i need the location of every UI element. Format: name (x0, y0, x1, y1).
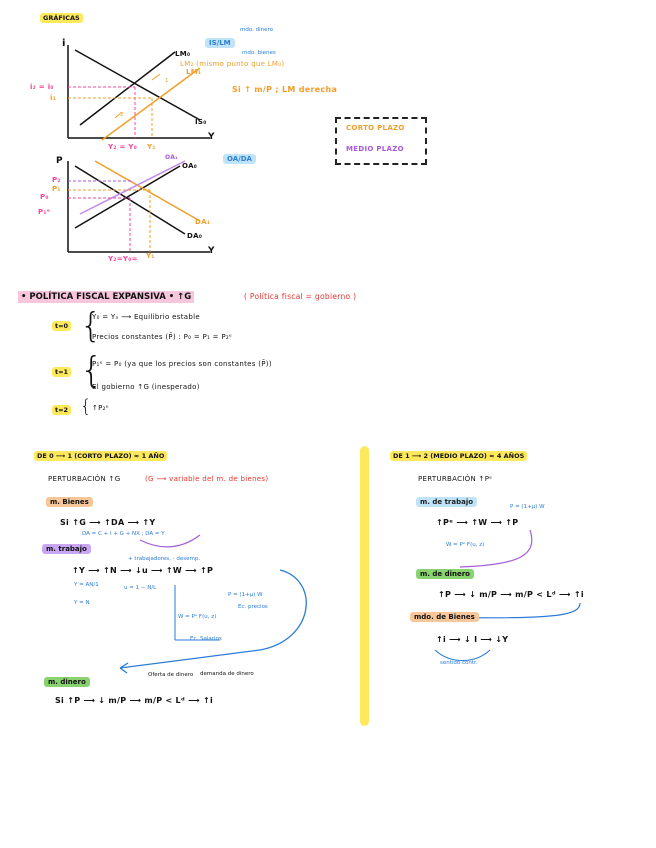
row-t1-line2: El gobierno ↑G (inesperado) (92, 383, 200, 391)
legend-medium-term: MEDIO PLAZO (346, 145, 404, 153)
left-blue-arrow (100, 560, 320, 680)
left-w-eq-label: Ec. Salarios (190, 636, 222, 642)
row-t1-brace: { (80, 350, 103, 391)
section-title-graphs: GRÁFICAS (40, 13, 83, 23)
oada-y0-label: Y₂=Y₀= (108, 255, 138, 263)
da0-label: DA₀ (187, 232, 203, 240)
row-t2-line1: ↑P₂ᵉ (92, 404, 110, 412)
left-perturbation: PERTURBACIÓN ↑G (48, 475, 121, 483)
lm-shift-note: Si ↑ m/P ; LM derecha (232, 85, 338, 94)
right-purple-arrow (420, 525, 550, 575)
oada-y1-label: Y₁ (146, 252, 155, 260)
left-p-eq: P = (1+μ) W (228, 592, 263, 598)
left-bienes-sub: DA = C + I + G + NX ; DA = Y (82, 531, 165, 537)
lm1-curve (102, 68, 200, 140)
right-dinero-line: ↑P ⟶ ↓ m/P ⟶ m/P < Lᵈ ⟶ ↑i (438, 590, 584, 599)
p2-label: P₂ (52, 176, 61, 184)
left-perturbation-note: (G ⟶ variable del m. de bienes) (145, 475, 269, 483)
right-perturbation: PERTURBACIÓN ↑Pᵉ (418, 475, 493, 483)
row-t2-brace: { (80, 396, 92, 417)
i1-label: i₁ (50, 94, 57, 102)
left-trabajo-top: + trabajadores, - desemp. (128, 556, 201, 562)
oa0-label: OA₀ (182, 162, 198, 170)
left-m-trabajo-tag: m. trabajo (42, 544, 91, 554)
oada-tag: OA/DA (223, 154, 256, 164)
left-dinero-note2: demanda de dinero (200, 671, 254, 677)
arrow2-label: 2 (120, 112, 124, 118)
left-w-eq: W = Pᵉ F(u, z) (178, 614, 217, 620)
lm0-curve (80, 52, 175, 125)
is0-label: IS₀ (195, 118, 207, 126)
islm-graph (60, 40, 220, 150)
right-m-trabajo-tag: m. de trabajo (416, 497, 477, 507)
p1-label: P₁ (52, 185, 61, 193)
row-t0-brace: { (80, 306, 102, 346)
right-m-dinero-tag: m. de dinero (416, 569, 474, 579)
p0-label: P₀ (40, 193, 49, 201)
oa1-curve (80, 161, 185, 214)
islm-tag: IS/LM (205, 38, 235, 48)
lm1-label: LM₁ (186, 68, 202, 76)
oada-y-axis-label: P (56, 156, 63, 166)
row-t0-line1: Y₀ = Yₙ ⟶ Equilibrio estable (92, 313, 200, 321)
left-p-eq-label: Ec. precios (238, 604, 268, 610)
islm-y-axis-label: i (62, 38, 66, 49)
right-m-bienes-tag: mdo. de Bienes (410, 612, 479, 622)
da1-curve (95, 161, 200, 221)
left-m-dinero-tag: m. dinero (44, 677, 90, 687)
p1e-label: P₁ᵉ (38, 208, 51, 216)
y1-label: Y₁ (147, 143, 156, 151)
legend-short-term: CORTO PLAZO (346, 124, 405, 132)
arrow1-label: 1 (165, 78, 169, 84)
islm-x-axis-label: Y (208, 132, 215, 142)
y0-label: Y₂ = Y₀ (108, 143, 138, 151)
oa1-label: OA₁ (165, 154, 179, 161)
right-trabajo-line: ↑Pᵉ ⟶ ↑W ⟶ ↑P (436, 518, 519, 527)
i0-label: i₂ = i₀ (30, 83, 54, 91)
right-bienes-line: ↑i ⟶ ↓ I ⟶ ↓Y (436, 635, 509, 644)
row-t0-tag: t=0 (52, 321, 71, 331)
row-t1-line1: P₁ᵉ = P₀ (ya que los precios son constantes (P̄)) (92, 360, 272, 368)
row-t1-tag: t=1 (52, 367, 71, 377)
left-m-bienes-tag: m. Bienes (46, 497, 93, 507)
left-dinero-line: Si ↑P ⟶ ↓ m/P ⟶ m/P < Lᵈ ⟶ ↑i (55, 696, 214, 705)
left-dinero-note1: Oferta de dinero (148, 672, 194, 678)
policy-title: • POLÍTICA FISCAL EXPANSIVA • ↑G (18, 291, 194, 303)
islm-sub-bienes: mdo. bienes (242, 50, 276, 56)
policy-subtitle: ( Política fiscal = gobierno ) (244, 292, 357, 301)
oada-graph (60, 156, 220, 266)
left-u-eq: u = 1 − N/L (124, 585, 157, 591)
right-bienes-note: sentido contr. (440, 660, 478, 666)
islm-sub-dinero: mdo. dinero (240, 27, 274, 33)
oada-x-axis-label: Y (208, 246, 215, 256)
lm0-label: LM₀ (175, 50, 191, 58)
left-title: DE 0 ⟶ 1 (CORTO PLAZO) ≈ 1 AÑO (34, 451, 167, 461)
islm-axes (68, 45, 210, 138)
left-y-eq: Y = AN/1 (74, 582, 99, 588)
right-p-eq: P = (1+μ) W (510, 504, 545, 510)
lm2-note: LM₂ (mismo punto que LM₀) (180, 60, 285, 68)
right-title: DE 1 ⟶ 2 (MEDIO PLAZO) ≈ 4 AÑOS (390, 451, 527, 461)
column-divider (360, 446, 369, 726)
left-y-eq2: Y = N (74, 600, 90, 606)
right-w-eq: W = Pᵉ F(u, z) (446, 542, 485, 548)
left-trabajo-line: ↑Y ⟶ ↑N ⟶ ↓u ⟶ ↑W ⟶ ↑P (72, 566, 214, 575)
row-t0-line2: Precios constantes (P̄) : P₀ = P₁ = P₂ᵉ (92, 333, 233, 341)
left-bienes-line: Si ↑G ⟶ ↑DA ⟶ ↑Y (60, 518, 156, 527)
da1-label: DA₁ (195, 218, 211, 226)
row-t2-tag: t=2 (52, 405, 71, 415)
